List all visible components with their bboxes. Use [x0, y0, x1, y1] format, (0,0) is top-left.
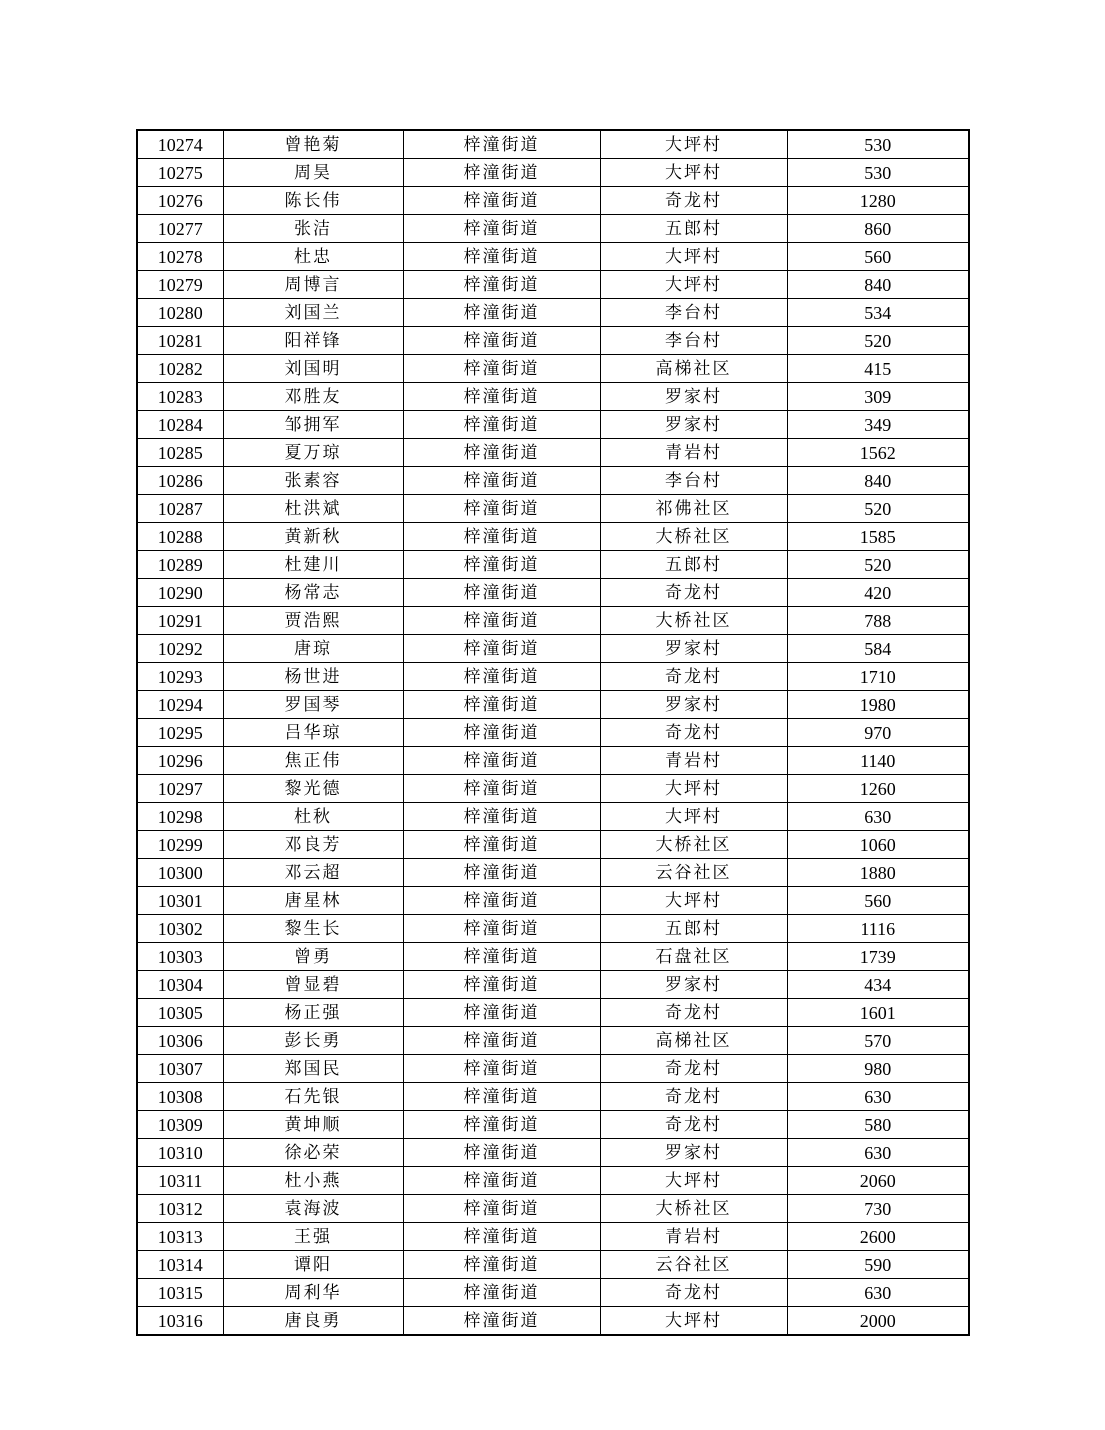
id-cell: 10277: [137, 215, 223, 243]
table-row: [137, 663, 969, 691]
id-cell: 10276: [137, 187, 223, 215]
id-cell: 10304: [137, 971, 223, 999]
name-cell: 唐琼: [223, 635, 403, 663]
table-row: [137, 887, 969, 915]
street-cell: 梓潼街道: [403, 1139, 600, 1167]
name-cell: 曾艳菊: [223, 130, 403, 159]
village-cell: 青岩村: [600, 439, 787, 467]
village-cell: 奇龙村: [600, 187, 787, 215]
id-cell: 10312: [137, 1195, 223, 1223]
street-cell: 梓潼街道: [403, 1027, 600, 1055]
amount-cell: 970: [787, 719, 969, 747]
amount-cell: 1060: [787, 831, 969, 859]
village-cell: 五郎村: [600, 915, 787, 943]
amount-cell: 730: [787, 1195, 969, 1223]
name-cell: 杨正强: [223, 999, 403, 1027]
name-cell: 刘国明: [223, 355, 403, 383]
street-cell: 梓潼街道: [403, 271, 600, 299]
name-cell: 曾勇: [223, 943, 403, 971]
table-row: [137, 1223, 969, 1251]
amount-cell: 840: [787, 271, 969, 299]
id-cell: 10296: [137, 747, 223, 775]
street-cell: 梓潼街道: [403, 803, 600, 831]
name-cell: 王强: [223, 1223, 403, 1251]
street-cell: 梓潼街道: [403, 943, 600, 971]
id-cell: 10274: [137, 130, 223, 159]
village-cell: 罗家村: [600, 1139, 787, 1167]
amount-cell: 860: [787, 215, 969, 243]
street-cell: 梓潼街道: [403, 243, 600, 271]
village-cell: 罗家村: [600, 383, 787, 411]
street-cell: 梓潼街道: [403, 411, 600, 439]
street-cell: 梓潼街道: [403, 1307, 600, 1336]
id-cell: 10294: [137, 691, 223, 719]
amount-cell: 520: [787, 495, 969, 523]
street-cell: 梓潼街道: [403, 747, 600, 775]
name-cell: 杜小燕: [223, 1167, 403, 1195]
table-row: [137, 299, 969, 327]
table-row: [137, 159, 969, 187]
street-cell: 梓潼街道: [403, 999, 600, 1027]
street-cell: 梓潼街道: [403, 859, 600, 887]
village-cell: 祁佛社区: [600, 495, 787, 523]
id-cell: 10280: [137, 299, 223, 327]
amount-cell: 1980: [787, 691, 969, 719]
street-cell: 梓潼街道: [403, 971, 600, 999]
village-cell: 青岩村: [600, 747, 787, 775]
name-cell: 焦正伟: [223, 747, 403, 775]
village-cell: 奇龙村: [600, 579, 787, 607]
village-cell: 奇龙村: [600, 1083, 787, 1111]
table-row: [137, 467, 969, 495]
table-row: [137, 803, 969, 831]
name-cell: 石先银: [223, 1083, 403, 1111]
amount-cell: 570: [787, 1027, 969, 1055]
name-cell: 杨常志: [223, 579, 403, 607]
table-row: [137, 1279, 969, 1307]
village-cell: 大坪村: [600, 1307, 787, 1336]
village-cell: 五郎村: [600, 551, 787, 579]
table-row: [137, 1195, 969, 1223]
id-cell: 10289: [137, 551, 223, 579]
name-cell: 谭阳: [223, 1251, 403, 1279]
amount-cell: 1601: [787, 999, 969, 1027]
name-cell: 贾浩熙: [223, 607, 403, 635]
name-cell: 邹拥军: [223, 411, 403, 439]
id-cell: 10283: [137, 383, 223, 411]
street-cell: 梓潼街道: [403, 215, 600, 243]
table-row: [137, 747, 969, 775]
name-cell: 曾显碧: [223, 971, 403, 999]
table-row: [137, 243, 969, 271]
id-cell: 10288: [137, 523, 223, 551]
amount-cell: 1562: [787, 439, 969, 467]
id-cell: 10286: [137, 467, 223, 495]
amount-cell: 630: [787, 803, 969, 831]
id-cell: 10278: [137, 243, 223, 271]
id-cell: 10284: [137, 411, 223, 439]
table-row: [137, 635, 969, 663]
table-row: [137, 775, 969, 803]
name-cell: 阳祥锋: [223, 327, 403, 355]
id-cell: 10308: [137, 1083, 223, 1111]
table-row: [137, 551, 969, 579]
street-cell: 梓潼街道: [403, 495, 600, 523]
table-row: [137, 999, 969, 1027]
table-row: [137, 915, 969, 943]
street-cell: 梓潼街道: [403, 1055, 600, 1083]
street-cell: 梓潼街道: [403, 1083, 600, 1111]
amount-cell: 415: [787, 355, 969, 383]
street-cell: 梓潼街道: [403, 523, 600, 551]
roster-table: [136, 129, 970, 1336]
street-cell: 梓潼街道: [403, 719, 600, 747]
village-cell: 高梯社区: [600, 355, 787, 383]
table-row: [137, 1027, 969, 1055]
id-cell: 10282: [137, 355, 223, 383]
village-cell: 大坪村: [600, 271, 787, 299]
id-cell: 10279: [137, 271, 223, 299]
table-row: [137, 579, 969, 607]
amount-cell: 2060: [787, 1167, 969, 1195]
table-row: [137, 439, 969, 467]
table-row: [137, 1055, 969, 1083]
id-cell: 10310: [137, 1139, 223, 1167]
name-cell: 黎光德: [223, 775, 403, 803]
street-cell: 梓潼街道: [403, 607, 600, 635]
village-cell: 大坪村: [600, 887, 787, 915]
street-cell: 梓潼街道: [403, 1167, 600, 1195]
village-cell: 大坪村: [600, 775, 787, 803]
name-cell: 袁海波: [223, 1195, 403, 1223]
amount-cell: 1880: [787, 859, 969, 887]
name-cell: 张素容: [223, 467, 403, 495]
street-cell: 梓潼街道: [403, 691, 600, 719]
amount-cell: 309: [787, 383, 969, 411]
name-cell: 杜建川: [223, 551, 403, 579]
name-cell: 周利华: [223, 1279, 403, 1307]
name-cell: 杜忠: [223, 243, 403, 271]
table-row: [137, 1139, 969, 1167]
table-row: [137, 1111, 969, 1139]
table-row: [137, 495, 969, 523]
village-cell: 云谷社区: [600, 859, 787, 887]
id-cell: 10305: [137, 999, 223, 1027]
table-row: [137, 1251, 969, 1279]
amount-cell: 1116: [787, 915, 969, 943]
table-row: [137, 1167, 969, 1195]
street-cell: 梓潼街道: [403, 551, 600, 579]
name-cell: 刘国兰: [223, 299, 403, 327]
amount-cell: 434: [787, 971, 969, 999]
amount-cell: 1260: [787, 775, 969, 803]
village-cell: 罗家村: [600, 635, 787, 663]
village-cell: 大桥社区: [600, 523, 787, 551]
street-cell: 梓潼街道: [403, 1251, 600, 1279]
street-cell: 梓潼街道: [403, 1111, 600, 1139]
street-cell: 梓潼街道: [403, 383, 600, 411]
amount-cell: 788: [787, 607, 969, 635]
amount-cell: 349: [787, 411, 969, 439]
village-cell: 五郎村: [600, 215, 787, 243]
amount-cell: 530: [787, 130, 969, 159]
street-cell: 梓潼街道: [403, 635, 600, 663]
table-row: [137, 971, 969, 999]
street-cell: 梓潼街道: [403, 467, 600, 495]
amount-cell: 630: [787, 1279, 969, 1307]
village-cell: 大坪村: [600, 803, 787, 831]
table-row: [137, 215, 969, 243]
village-cell: 李台村: [600, 327, 787, 355]
village-cell: 石盘社区: [600, 943, 787, 971]
street-cell: 梓潼街道: [403, 1279, 600, 1307]
id-cell: 10315: [137, 1279, 223, 1307]
table-row: [137, 355, 969, 383]
id-cell: 10292: [137, 635, 223, 663]
village-cell: 青岩村: [600, 1223, 787, 1251]
name-cell: 黄新秋: [223, 523, 403, 551]
village-cell: 李台村: [600, 299, 787, 327]
village-cell: 奇龙村: [600, 1279, 787, 1307]
id-cell: 10291: [137, 607, 223, 635]
street-cell: 梓潼街道: [403, 663, 600, 691]
id-cell: 10281: [137, 327, 223, 355]
table-row: [137, 411, 969, 439]
amount-cell: 560: [787, 243, 969, 271]
amount-cell: 1585: [787, 523, 969, 551]
name-cell: 罗国琴: [223, 691, 403, 719]
name-cell: 杜秋: [223, 803, 403, 831]
village-cell: 奇龙村: [600, 1055, 787, 1083]
name-cell: 邓云超: [223, 859, 403, 887]
amount-cell: 980: [787, 1055, 969, 1083]
street-cell: 梓潼街道: [403, 1195, 600, 1223]
village-cell: 大坪村: [600, 159, 787, 187]
village-cell: 罗家村: [600, 971, 787, 999]
amount-cell: 580: [787, 1111, 969, 1139]
village-cell: 奇龙村: [600, 663, 787, 691]
name-cell: 邓胜友: [223, 383, 403, 411]
street-cell: 梓潼街道: [403, 1223, 600, 1251]
street-cell: 梓潼街道: [403, 299, 600, 327]
name-cell: 彭长勇: [223, 1027, 403, 1055]
table-row: [137, 187, 969, 215]
name-cell: 郑国民: [223, 1055, 403, 1083]
street-cell: 梓潼街道: [403, 439, 600, 467]
amount-cell: 630: [787, 1083, 969, 1111]
name-cell: 邓良芳: [223, 831, 403, 859]
street-cell: 梓潼街道: [403, 775, 600, 803]
id-cell: 10301: [137, 887, 223, 915]
village-cell: 奇龙村: [600, 719, 787, 747]
id-cell: 10314: [137, 1251, 223, 1279]
id-cell: 10311: [137, 1167, 223, 1195]
amount-cell: 590: [787, 1251, 969, 1279]
name-cell: 徐必荣: [223, 1139, 403, 1167]
amount-cell: 1280: [787, 187, 969, 215]
name-cell: 张洁: [223, 215, 403, 243]
village-cell: 罗家村: [600, 411, 787, 439]
id-cell: 10293: [137, 663, 223, 691]
street-cell: 梓潼街道: [403, 887, 600, 915]
amount-cell: 584: [787, 635, 969, 663]
id-cell: 10290: [137, 579, 223, 607]
table-row: [137, 691, 969, 719]
table-row: [137, 943, 969, 971]
name-cell: 陈长伟: [223, 187, 403, 215]
street-cell: 梓潼街道: [403, 130, 600, 159]
id-cell: 10313: [137, 1223, 223, 1251]
id-cell: 10287: [137, 495, 223, 523]
name-cell: 吕华琼: [223, 719, 403, 747]
village-cell: 李台村: [600, 467, 787, 495]
village-cell: 大坪村: [600, 130, 787, 159]
amount-cell: 520: [787, 327, 969, 355]
village-cell: 大桥社区: [600, 831, 787, 859]
table-row: [137, 271, 969, 299]
amount-cell: 560: [787, 887, 969, 915]
street-cell: 梓潼街道: [403, 915, 600, 943]
village-cell: 高梯社区: [600, 1027, 787, 1055]
table-row: [137, 859, 969, 887]
id-cell: 10298: [137, 803, 223, 831]
id-cell: 10303: [137, 943, 223, 971]
amount-cell: 420: [787, 579, 969, 607]
street-cell: 梓潼街道: [403, 159, 600, 187]
village-cell: 大桥社区: [600, 607, 787, 635]
name-cell: 黄坤顺: [223, 1111, 403, 1139]
table-row: [137, 1083, 969, 1111]
name-cell: 杨世进: [223, 663, 403, 691]
village-cell: 大坪村: [600, 1167, 787, 1195]
name-cell: 唐星林: [223, 887, 403, 915]
table-row: [137, 1307, 969, 1336]
amount-cell: 530: [787, 159, 969, 187]
street-cell: 梓潼街道: [403, 831, 600, 859]
village-cell: 云谷社区: [600, 1251, 787, 1279]
amount-cell: 2600: [787, 1223, 969, 1251]
street-cell: 梓潼街道: [403, 327, 600, 355]
roster-table-body: [137, 130, 969, 1335]
amount-cell: 840: [787, 467, 969, 495]
id-cell: 10285: [137, 439, 223, 467]
amount-cell: 534: [787, 299, 969, 327]
name-cell: 黎生长: [223, 915, 403, 943]
table-row: [137, 719, 969, 747]
village-cell: 罗家村: [600, 691, 787, 719]
street-cell: 梓潼街道: [403, 355, 600, 383]
village-cell: 奇龙村: [600, 999, 787, 1027]
name-cell: 周昊: [223, 159, 403, 187]
amount-cell: 1140: [787, 747, 969, 775]
id-cell: 10295: [137, 719, 223, 747]
amount-cell: 1739: [787, 943, 969, 971]
amount-cell: 520: [787, 551, 969, 579]
id-cell: 10300: [137, 859, 223, 887]
street-cell: 梓潼街道: [403, 187, 600, 215]
amount-cell: 1710: [787, 663, 969, 691]
id-cell: 10309: [137, 1111, 223, 1139]
name-cell: 周博言: [223, 271, 403, 299]
name-cell: 唐良勇: [223, 1307, 403, 1336]
table-row: [137, 607, 969, 635]
table-row: [137, 383, 969, 411]
village-cell: 奇龙村: [600, 1111, 787, 1139]
id-cell: 10275: [137, 159, 223, 187]
table-row: [137, 327, 969, 355]
table-row: [137, 130, 969, 159]
village-cell: 大桥社区: [600, 1195, 787, 1223]
id-cell: 10307: [137, 1055, 223, 1083]
id-cell: 10316: [137, 1307, 223, 1336]
id-cell: 10299: [137, 831, 223, 859]
village-cell: 大坪村: [600, 243, 787, 271]
id-cell: 10297: [137, 775, 223, 803]
id-cell: 10302: [137, 915, 223, 943]
name-cell: 夏万琼: [223, 439, 403, 467]
amount-cell: 630: [787, 1139, 969, 1167]
name-cell: 杜洪斌: [223, 495, 403, 523]
table-row: [137, 831, 969, 859]
street-cell: 梓潼街道: [403, 579, 600, 607]
amount-cell: 2000: [787, 1307, 969, 1336]
table-row: [137, 523, 969, 551]
id-cell: 10306: [137, 1027, 223, 1055]
